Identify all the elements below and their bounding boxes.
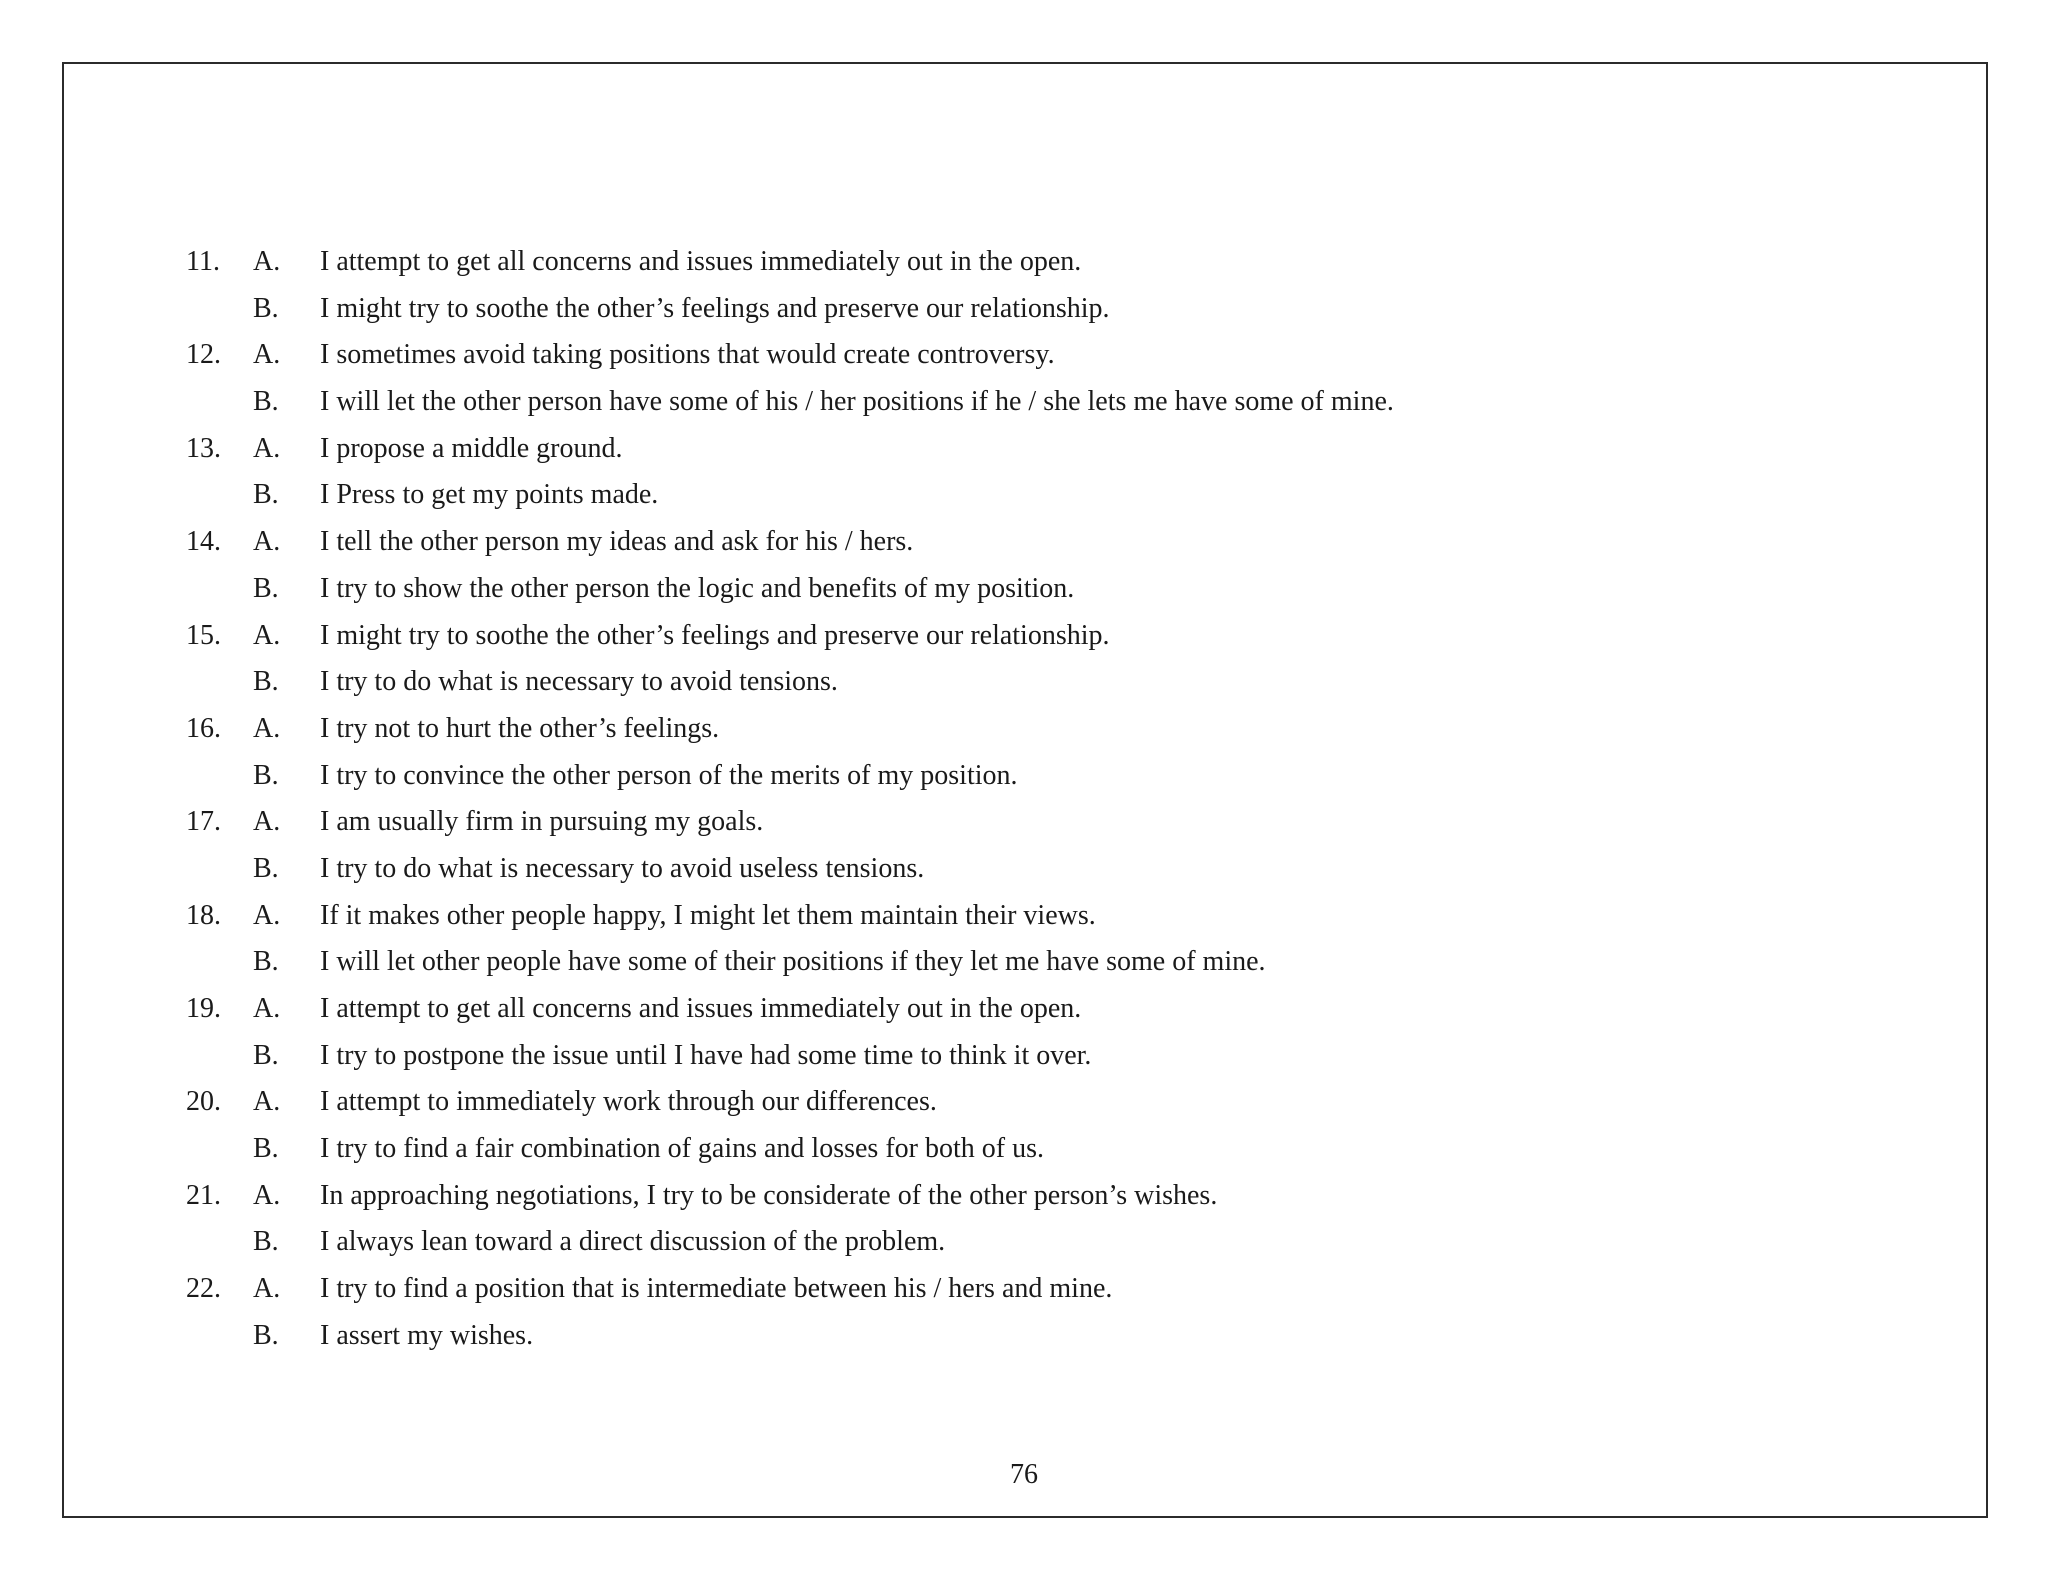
option-letter: B. [253, 759, 279, 791]
question-option-row [0, 753, 2048, 800]
question-option-row [0, 1266, 2048, 1313]
option-text: I might try to soothe the other’s feelings and preserve our relationship. [320, 619, 1110, 651]
option-letter: A. [253, 526, 281, 558]
option-letter: A. [253, 1273, 281, 1305]
question-number: 15. [186, 619, 221, 651]
question-option-row [0, 239, 2048, 286]
question-option-row [0, 426, 2048, 473]
option-letter: A. [253, 432, 281, 464]
option-text: I try not to hurt the other’s feelings. [320, 712, 720, 744]
option-text: I assert my wishes. [320, 1319, 534, 1351]
question-option-row [0, 519, 2048, 566]
option-letter: A. [253, 619, 281, 651]
option-text: I tell the other person my ideas and ask for his / hers. [320, 526, 914, 558]
option-text: I attempt to get all concerns and issues immediately out in the open. [320, 993, 1082, 1024]
question-option-row [0, 939, 2048, 986]
option-letter: B. [253, 1133, 279, 1165]
option-text: I try to find a fair combination of gains and losses for both of us. [320, 1133, 1044, 1165]
option-text: I always lean toward a direct discussion of the problem. [320, 1226, 946, 1258]
option-letter: A. [253, 339, 281, 371]
option-text: I try to show the other person the logic and benefits of my position. [320, 572, 1075, 604]
question-number: 18. [186, 899, 221, 931]
question-option-row [0, 1219, 2048, 1266]
question-number: 19. [186, 993, 221, 1024]
question-option-row [0, 1079, 2048, 1126]
option-letter: A. [253, 899, 281, 931]
question-number: 21. [186, 1179, 221, 1211]
question-option-row [0, 379, 2048, 426]
question-number: 12. [186, 339, 221, 371]
option-text: I Press to get my points made. [320, 479, 659, 511]
option-letter: B. [253, 292, 279, 324]
option-letter: A. [253, 246, 281, 277]
option-text: I try to do what is necessary to avoid tensions. [320, 666, 838, 698]
option-text: If it makes other people happy, I might let them maintain their views. [320, 899, 1096, 931]
question-option-row [0, 1173, 2048, 1220]
question-option-row [0, 566, 2048, 613]
option-text: I might try to soothe the other’s feelings and preserve our relationship. [320, 292, 1110, 324]
option-text: I will let the other person have some of his / her positions if he / she lets me have some of mine. [320, 386, 1394, 418]
option-text: I try to convince the other person of the merits of my position. [320, 759, 1018, 791]
option-letter: B. [253, 1226, 279, 1258]
question-option-row [0, 986, 2048, 1033]
question-number: 13. [186, 432, 221, 464]
option-letter: B. [253, 1319, 279, 1351]
question-list [0, 239, 2048, 1360]
option-text: I will let other people have some of their positions if they let me have some of mine. [320, 946, 1266, 978]
question-option-row [0, 1126, 2048, 1173]
option-text: I attempt to immediately work through our differences. [320, 1086, 937, 1118]
question-number: 20. [186, 1086, 221, 1118]
option-letter: B. [253, 572, 279, 604]
question-option-row [0, 893, 2048, 940]
question-number: 17. [186, 806, 221, 838]
option-letter: B. [253, 946, 279, 978]
option-text: I propose a middle ground. [320, 432, 623, 464]
question-option-row [0, 613, 2048, 660]
question-option-row [0, 846, 2048, 893]
question-option-row [0, 659, 2048, 706]
option-letter: B. [253, 852, 279, 884]
option-letter: B. [253, 1039, 279, 1071]
option-text: I try to find a position that is intermediate between his / hers and mine. [320, 1273, 1113, 1305]
option-letter: A. [253, 806, 281, 838]
question-option-row [0, 1313, 2048, 1360]
question-option-row [0, 332, 2048, 379]
page-number: 76 [1010, 1459, 1038, 1490]
question-option-row [0, 472, 2048, 519]
question-option-row [0, 286, 2048, 333]
option-text: I try to postpone the issue until I have had some time to think it over. [320, 1039, 1092, 1071]
option-text: I try to do what is necessary to avoid useless tensions. [320, 852, 925, 884]
option-text: In approaching negotiations, I try to be considerate of the other person’s wishes. [320, 1179, 1218, 1211]
option-letter: B. [253, 666, 279, 698]
option-letter: A. [253, 993, 281, 1024]
question-number: 16. [186, 712, 221, 744]
option-text: I am usually firm in pursuing my goals. [320, 806, 764, 838]
question-number: 11. [186, 246, 220, 277]
option-letter: A. [253, 712, 281, 744]
option-letter: A. [253, 1086, 281, 1118]
option-text: I attempt to get all concerns and issues immediately out in the open. [320, 246, 1082, 277]
question-option-row [0, 799, 2048, 846]
option-text: I sometimes avoid taking positions that would create controversy. [320, 339, 1055, 371]
option-letter: A. [253, 1179, 281, 1211]
question-option-row [0, 706, 2048, 753]
question-number: 22. [186, 1273, 221, 1305]
question-option-row [0, 1033, 2048, 1080]
option-letter: B. [253, 386, 279, 418]
option-letter: B. [253, 479, 279, 511]
question-number: 14. [186, 526, 221, 558]
